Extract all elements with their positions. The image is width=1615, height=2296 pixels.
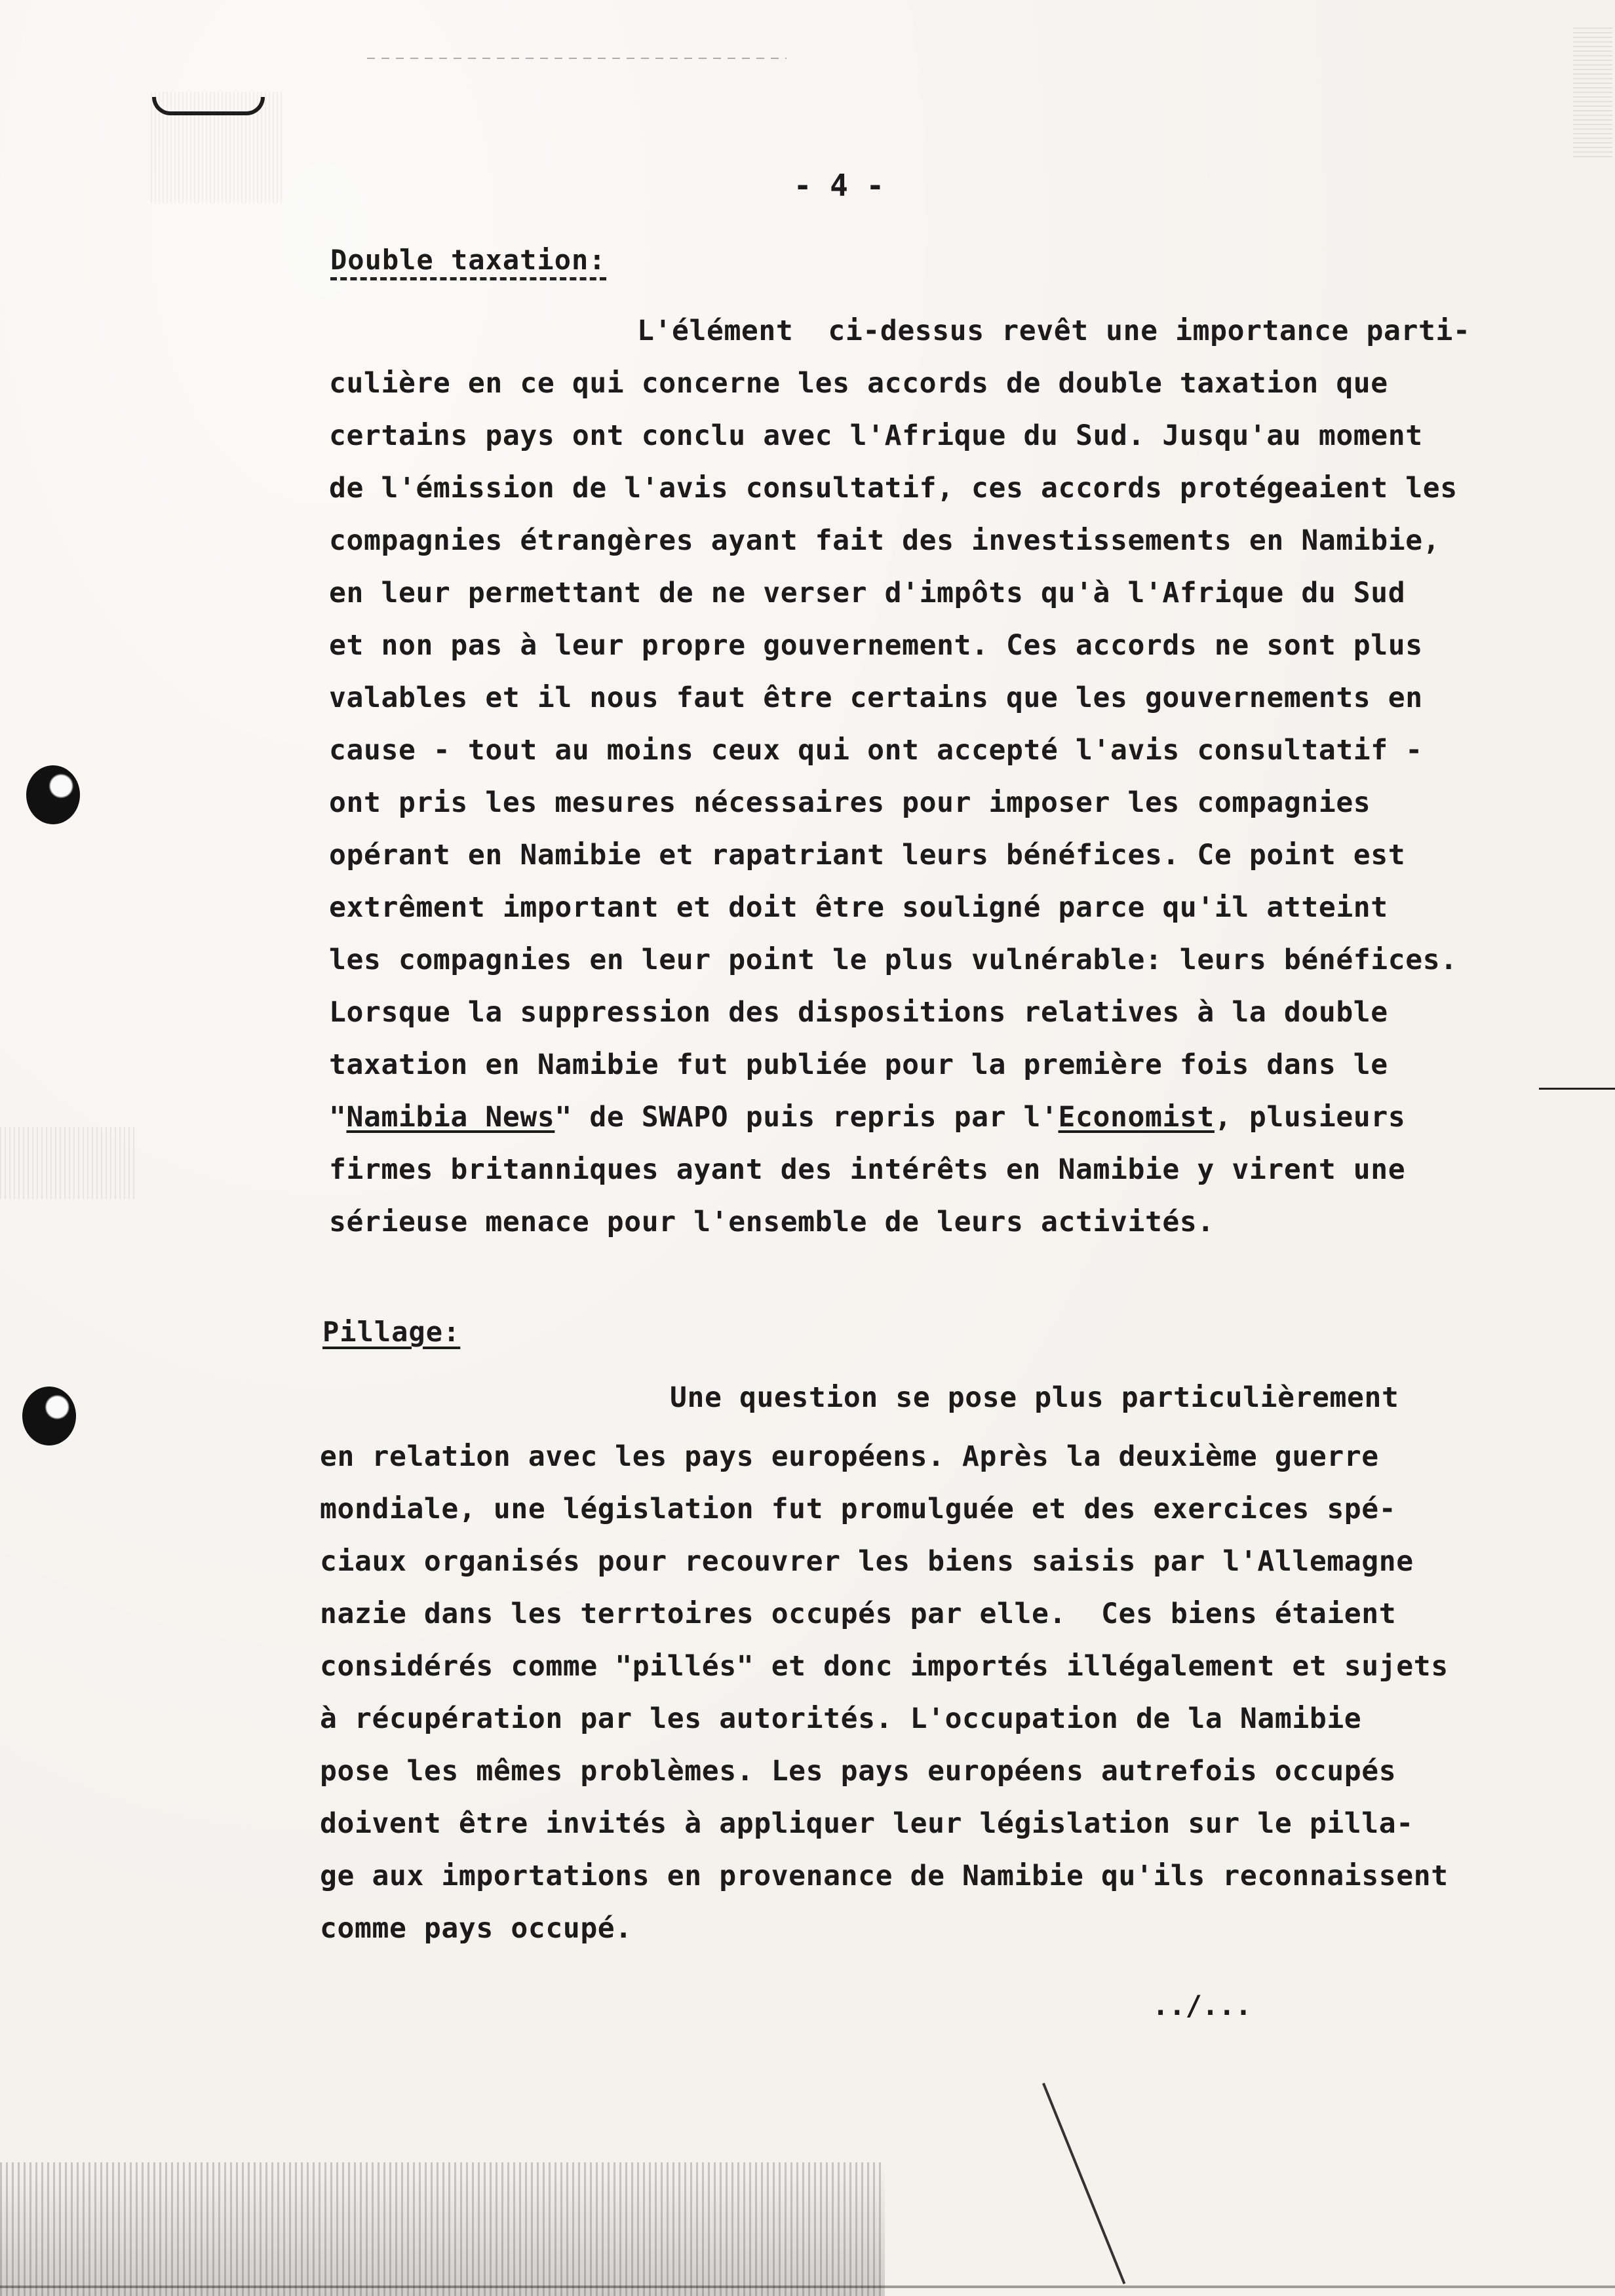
section-heading-pillage: Pillage:: [322, 1316, 461, 1348]
line-text: " de SWAPO puis repris par l': [555, 1101, 1059, 1134]
paragraph-line: opérant en Namibie et rapatriant leurs bénéfices. Ce point est: [329, 839, 1406, 871]
scan-noise: [0, 1127, 138, 1199]
paragraph-line: ciaux organisés pour recouvrer les biens saisis par l'Allemagne: [320, 1545, 1414, 1578]
staple-mark: [152, 97, 265, 115]
paragraph-line: nazie dans les terrtoires occupés par elle. Ces biens étaient: [320, 1598, 1397, 1630]
paragraph-line: considérés comme "pillés" et donc importés illégalement et sujets: [320, 1650, 1449, 1683]
paragraph-line: L'élément ci-dessus revêt une importance parti-: [637, 315, 1471, 347]
paragraph-line: comme pays occupé.: [320, 1912, 632, 1945]
paragraph-line: valables et il nous faut être certains que les gouvernements en: [329, 681, 1423, 714]
continued-mark: ../...: [1152, 1989, 1252, 2021]
paragraph-line: en relation avec les pays européens. Après la deuxième guerre: [320, 1440, 1379, 1473]
quote-mark: ": [329, 1101, 347, 1134]
punch-hole: [22, 1387, 76, 1445]
margin-mark: [1539, 1088, 1615, 1090]
fold-mark: [1042, 2083, 1125, 2284]
paragraph-line: certains pays ont conclu avec l'Afrique du Sud. Jusqu'au moment: [329, 419, 1423, 452]
paragraph-line: pose les mêmes problèmes. Les pays européens autrefois occupés: [320, 1755, 1397, 1788]
paragraph-line: à récupération par les autorités. L'occupation de la Namibie: [320, 1702, 1362, 1735]
page-number: - 4 -: [793, 168, 885, 203]
scan-artifact-top: [367, 58, 787, 59]
paragraph-line: de l'émission de l'avis consultatif, ces accords protégeaient les: [329, 472, 1458, 505]
paragraph-line: compagnies étrangères ayant fait des investissements en Namibie,: [329, 524, 1441, 557]
line-text: , plusieurs: [1214, 1101, 1406, 1134]
scan-noise: [1573, 26, 1612, 157]
paragraph-line: culière en ce qui concerne les accords de double taxation que: [329, 367, 1388, 400]
paragraph-line: taxation en Namibie fut publiée pour la première fois dans le: [329, 1048, 1388, 1081]
scan-edge: [0, 2286, 1615, 2288]
paragraph-line: en leur permettant de ne verser d'impôts qu'à l'Afrique du Sud: [329, 577, 1406, 609]
paragraph-line: Une question se pose plus particulièrement: [670, 1381, 1399, 1414]
paragraph-line: doivent être invités à appliquer leur législation sur le pilla-: [320, 1807, 1414, 1840]
publication-economist: Economist: [1058, 1101, 1215, 1134]
paragraph-line: [329, 1103, 1405, 1132]
section-heading-double-taxation: Double taxation:: [330, 244, 606, 280]
paragraph-line: firmes britanniques ayant des intérêts en Namibie y virent une: [329, 1153, 1406, 1186]
paragraph-line: cause - tout au moins ceux qui ont accepté l'avis consultatif -: [329, 734, 1423, 767]
paragraph-line: mondiale, une législation fut promulguée et des exercices spé-: [320, 1493, 1397, 1525]
scan-noise: [0, 2162, 885, 2296]
paragraph-line: Lorsque la suppression des dispositions relatives à la double: [329, 996, 1388, 1029]
paragraph-line: extrêment important et doit être souligné parce qu'il atteint: [329, 891, 1388, 924]
paragraph-line: les compagnies en leur point le plus vulnérable: leurs bénéfices.: [329, 944, 1458, 976]
paragraph-line: ont pris les mesures nécessaires pour imposer les compagnies: [329, 786, 1371, 819]
paragraph-line: et non pas à leur propre gouvernement. Ces accords ne sont plus: [329, 629, 1423, 662]
publication-namibia-news: Namibia News: [346, 1101, 555, 1134]
paragraph-line: sérieuse menace pour l'ensemble de leurs activités.: [329, 1206, 1215, 1238]
paragraph-line: ge aux importations en provenance de Namibie qu'ils reconnaissent: [320, 1860, 1449, 1892]
punch-hole: [26, 765, 80, 824]
